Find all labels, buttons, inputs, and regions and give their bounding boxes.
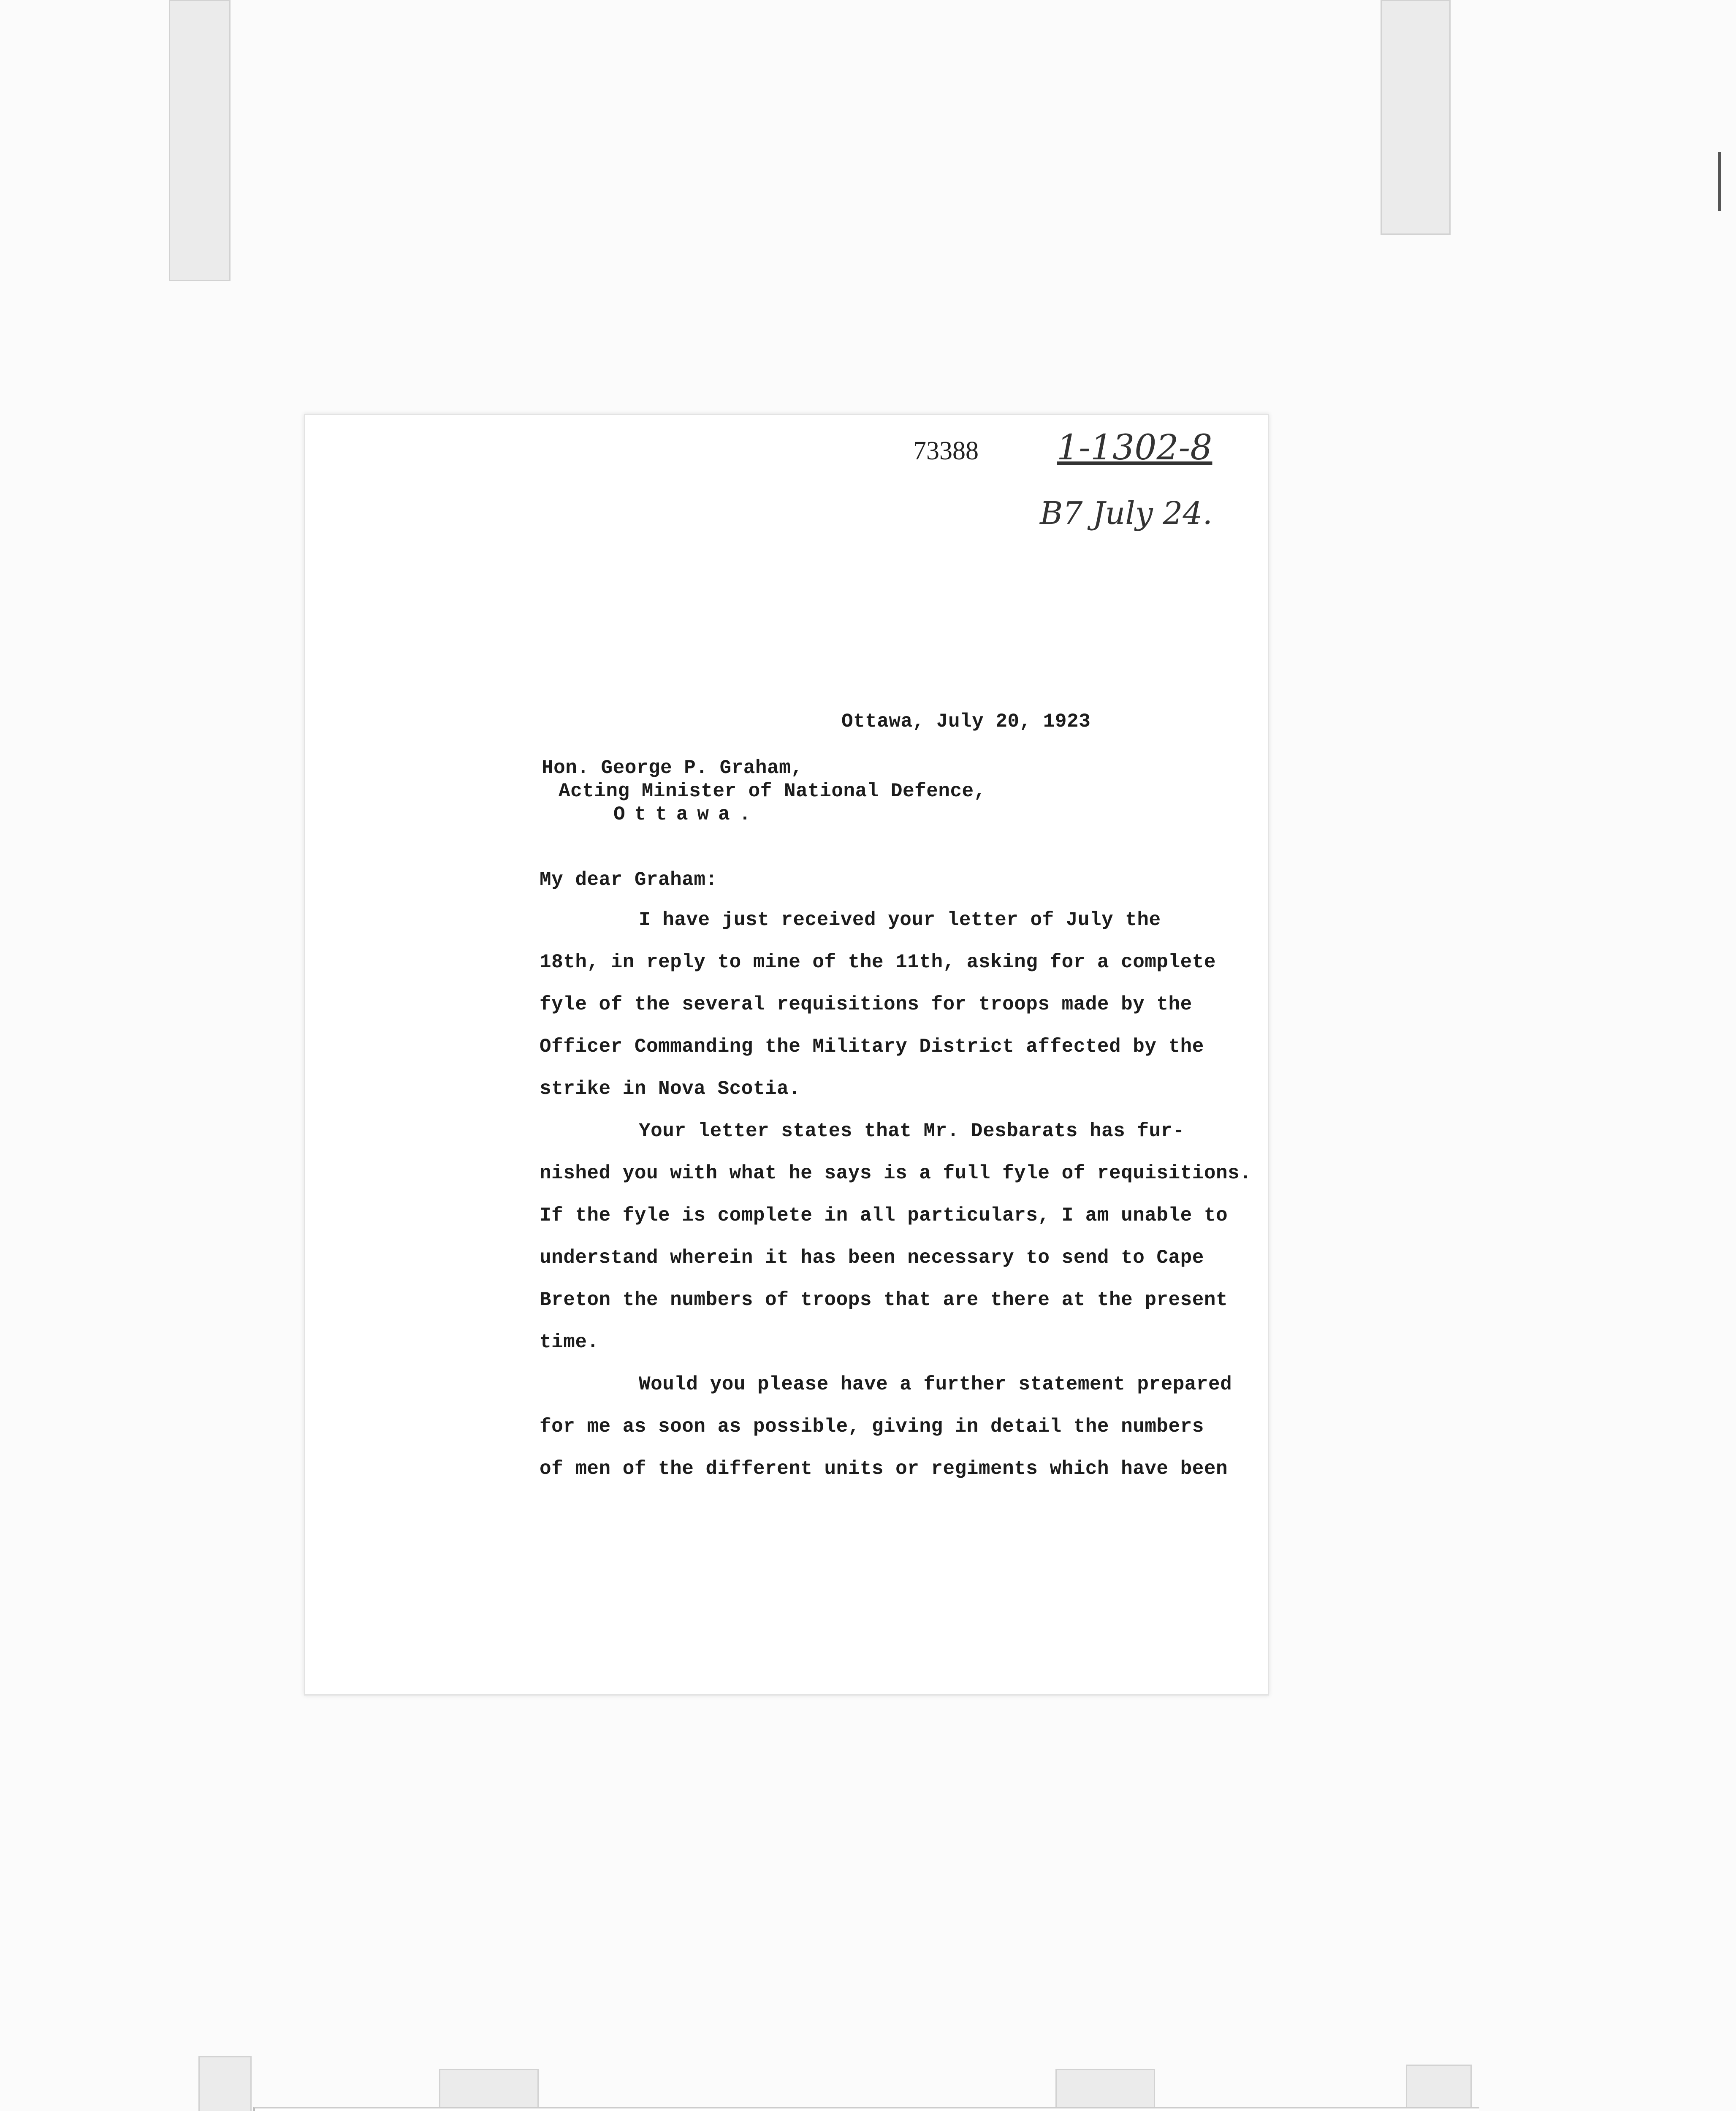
body-line: understand wherein it has been necessary to send to Cape: [540, 1247, 1204, 1269]
body-line: I have just received your letter of July the: [639, 909, 1161, 931]
body-line: nished you with what he says is a full fyle of requisitions.: [540, 1162, 1252, 1184]
body-line: of men of the different units or regiments which have been: [540, 1458, 1228, 1480]
mounting-tape: [198, 2056, 252, 2111]
body-line: time.: [540, 1331, 599, 1353]
mounting-tape: [439, 2069, 539, 2109]
salutation: My dear Graham:: [540, 869, 718, 891]
body-line: Officer Commanding the Military District affected by the: [540, 1036, 1204, 1058]
recipient-title: Acting Minister of National Defence,: [559, 780, 986, 802]
body-line: Breton the numbers of troops that are there at the present: [540, 1289, 1228, 1311]
film-edge-mark: [1718, 152, 1721, 211]
handwritten-file-reference: 1-1302-8: [1057, 428, 1212, 468]
document-number: 73388: [913, 437, 979, 465]
body-line: If the fyle is complete in all particulars, I am unable to: [540, 1205, 1228, 1226]
handwritten-received-note: B7 July 24.: [1040, 495, 1212, 532]
body-line: Your letter states that Mr. Desbarats has fur-: [639, 1120, 1185, 1142]
recipient-name: Hon. George P. Graham,: [542, 757, 803, 779]
body-line: strike in Nova Scotia.: [540, 1078, 801, 1100]
body-line: Would you please have a further statement prepared: [639, 1373, 1232, 1395]
body-line: fyle of the several requisitions for troops made by the: [540, 993, 1192, 1015]
body-line: for me as soon as possible, giving in detail the numbers: [540, 1416, 1204, 1438]
mounting-tape: [1381, 0, 1451, 235]
mounting-tape: [1055, 2069, 1155, 2109]
archive-label: [253, 2107, 1479, 2111]
mounting-tape: [1406, 2065, 1472, 2111]
recipient-city: Ottawa.: [613, 803, 760, 825]
mounting-tape: [169, 0, 231, 281]
letter-page: [304, 414, 1269, 1696]
body-line: 18th, in reply to mine of the 11th, asking for a complete: [540, 951, 1216, 973]
letter-date: Ottawa, July 20, 1923: [841, 711, 1091, 733]
